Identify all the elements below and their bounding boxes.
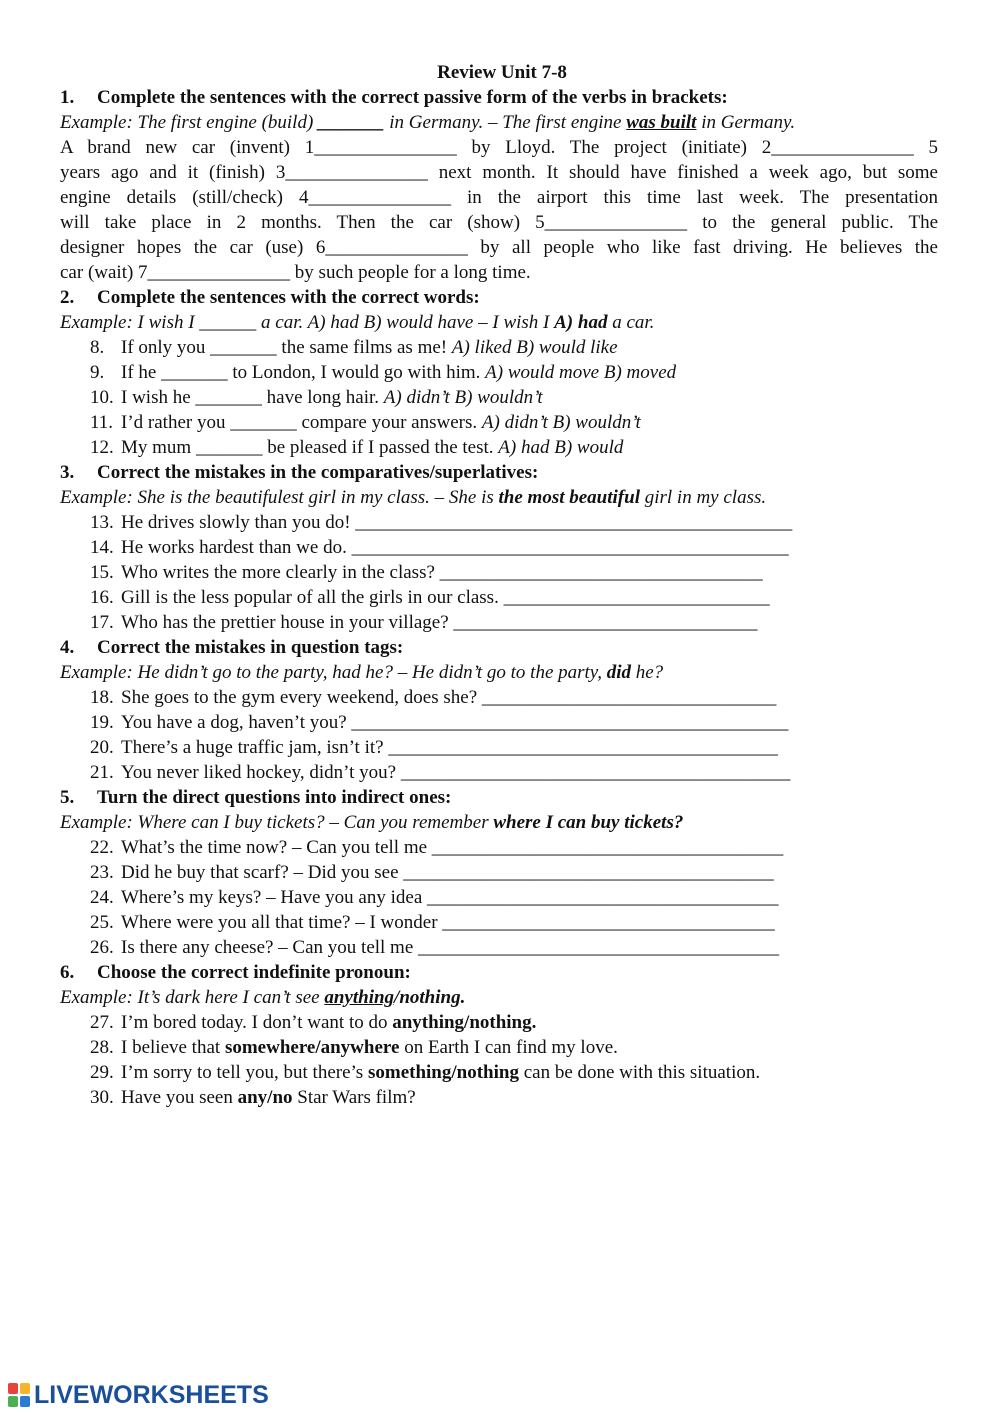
example-text: in Germany.: [696, 112, 796, 133]
example-text: Example: Where can I buy tickets? – Can you remember: [60, 812, 494, 833]
section-title: Correct the mistakes in question tags:: [97, 637, 404, 658]
item-text: If only you _______ the same films as me!: [121, 337, 452, 358]
item-options: A) didn’t B) wouldn’t: [481, 412, 641, 433]
list-item: [60, 560, 938, 585]
section-3-example: [60, 485, 938, 510]
list-item: [60, 535, 938, 560]
item-number: 19.: [90, 712, 114, 733]
list-item: [60, 935, 938, 960]
list-item: [60, 760, 938, 785]
item-number: 15.: [90, 562, 114, 583]
item-number: 27.: [90, 1012, 114, 1033]
item-text: I wish he _______ have long hair.: [121, 387, 384, 408]
list-item: [60, 385, 938, 410]
item-text: can be done with this situation.: [518, 1062, 761, 1083]
list-item: [60, 435, 938, 460]
item-text: There’s a huge traffic jam, isn’t it? _________________________________________: [121, 737, 778, 758]
item-choice: something/nothing: [367, 1062, 519, 1083]
item-text: He works hardest than we do. ______________________________________________: [121, 537, 789, 558]
section-title: Turn the direct questions into indirect ones:: [97, 787, 452, 808]
example-text: Example: The first engine (build): [60, 112, 319, 133]
section-3-heading: [60, 460, 938, 485]
section-5-heading: [60, 785, 938, 810]
item-number: 26.: [90, 937, 114, 958]
list-item: [60, 735, 938, 760]
item-text: She goes to the gym every weekend, does she? _______________________________: [121, 687, 777, 708]
item-options: A) had B) would: [498, 437, 624, 458]
liveworksheets-logo: [8, 1379, 269, 1411]
item-number: 21.: [90, 762, 114, 783]
example-text: Example: He didn’t go to the party, had he? – He didn’t go to the party,: [60, 662, 607, 683]
item-text: My mum _______ be pleased if I passed the test.: [121, 437, 499, 458]
section-number: 5.: [60, 787, 75, 808]
section-title: Complete the sentences with the correct passive form of the verbs in brackets:: [97, 87, 728, 108]
item-number: 17.: [90, 612, 114, 633]
section-5-example: [60, 810, 938, 835]
item-number: 9.: [90, 362, 105, 383]
item-options: A) liked B) would like: [451, 337, 618, 358]
example-answer: was built: [626, 112, 697, 133]
item-text: You never liked hockey, didn’t you? _________________________________________: [121, 762, 791, 783]
example-text: Example: I wish I ______ a car. A) had B) would have – I wish I: [60, 312, 555, 333]
page-title: Review Unit 7-8: [437, 62, 567, 83]
section-1-example: [60, 110, 938, 135]
item-number: 10.: [90, 387, 114, 408]
item-text: I’m sorry to tell you, but there’s: [121, 1062, 368, 1083]
item-text: I believe that: [121, 1037, 225, 1058]
section-number: 2.: [60, 287, 75, 308]
example-text: girl in my class.: [639, 487, 767, 508]
item-text: Have you seen: [121, 1087, 238, 1108]
item-choice: anything/nothing.: [392, 1012, 537, 1033]
example-text: he?: [630, 662, 664, 683]
paragraph-line: designer hopes the car (use) 6_______________ by all people who like fast driving. He believes the: [60, 237, 938, 258]
item-text: Where were you all that time? – I wonder ___________________________________: [121, 912, 775, 933]
item-text: You have a dog, haven’t you? ______________________________________________: [121, 712, 789, 733]
example-answer: anything: [324, 987, 395, 1008]
section-title: Choose the correct indefinite pronoun:: [97, 962, 411, 983]
paragraph-line: car (wait) 7_______________ by such people for a long time.: [60, 262, 531, 283]
section-6-heading: [60, 960, 938, 985]
item-text: I’m bored today. I don’t want to do: [121, 1012, 393, 1033]
list-item: [60, 710, 938, 735]
example-text: Example: It’s dark here I can’t see: [60, 987, 325, 1008]
example-answer: A) had: [554, 312, 608, 333]
example-answer: did: [606, 662, 631, 683]
section-4-example: [60, 660, 938, 685]
item-text: What’s the time now? – Can you tell me _____________________________________: [121, 837, 784, 858]
logo-text: LIVEWORKSHEETS: [34, 1380, 269, 1409]
section-number: 1.: [60, 87, 75, 108]
list-item: [60, 410, 938, 435]
list-item: [60, 1085, 938, 1110]
list-item: [60, 860, 938, 885]
item-text: on Earth I can find my love.: [399, 1037, 618, 1058]
section-number: 4.: [60, 637, 75, 658]
paragraph-line: engine details (still/check) 4_______________ in the airport this time last week. The presentation: [60, 187, 938, 208]
example-answer-rest: /nothing.: [394, 987, 466, 1008]
example-text: in Germany. – The first engine: [384, 112, 627, 133]
item-options: A) would move B) moved: [485, 362, 677, 383]
item-text: Did he buy that scarf? – Did you see _______________________________________: [121, 862, 774, 883]
item-text: If he _______ to London, I would go with him.: [121, 362, 486, 383]
item-number: 22.: [90, 837, 114, 858]
item-number: 8.: [90, 337, 105, 358]
list-item: [60, 685, 938, 710]
item-number: 23.: [90, 862, 114, 883]
item-number: 20.: [90, 737, 114, 758]
paragraph-line: A brand new car (invent) 1_______________ by Lloyd. The project (initiate) 2_______________ 5: [60, 137, 938, 158]
item-number: 13.: [90, 512, 114, 533]
list-item: [60, 910, 938, 935]
list-item: [60, 510, 938, 535]
example-text: a car.: [607, 312, 655, 333]
example-answer: the most beautiful: [498, 487, 640, 508]
section-title: Complete the sentences with the correct words:: [97, 287, 480, 308]
list-item: [60, 1010, 938, 1035]
item-text: I’d rather you _______ compare your answers.: [121, 412, 482, 433]
item-number: 28.: [90, 1037, 114, 1058]
section-2-example: [60, 310, 938, 335]
list-item: [60, 335, 938, 360]
example-text: Example: She is the beautifulest girl in my class. – She is: [60, 487, 499, 508]
section-1-heading: [60, 85, 938, 110]
section-title: Correct the mistakes in the comparatives/superlatives:: [97, 462, 539, 483]
item-number: 30.: [90, 1087, 114, 1108]
item-text: Who has the prettier house in your village? ________________________________: [121, 612, 758, 633]
item-number: 18.: [90, 687, 114, 708]
paragraph-line: years ago and it (finish) 3_______________ next month. It should have finished a week ago, but some: [60, 162, 938, 183]
paragraph-line: will take place in 2 months. Then the car (show) 5_______________ to the general public. The: [60, 212, 938, 233]
list-item: [60, 835, 938, 860]
list-item: [60, 360, 938, 385]
item-text: Is there any cheese? – Can you tell me ______________________________________: [121, 937, 780, 958]
item-text: Who writes the more clearly in the class? __________________________________: [121, 562, 763, 583]
item-text: Where’s my keys? – Have you any idea _____________________________________: [121, 887, 779, 908]
item-text: Gill is the less popular of all the girls in our class. ____________________________: [121, 587, 770, 608]
section-1-paragraph: [60, 135, 938, 285]
item-number: 16.: [90, 587, 114, 608]
item-number: 29.: [90, 1062, 114, 1083]
section-6-example: [60, 985, 938, 1010]
item-number: 24.: [90, 887, 114, 908]
list-item: [60, 585, 938, 610]
section-2-heading: [60, 285, 938, 310]
item-text: Star Wars film?: [292, 1087, 416, 1108]
example-blank: _______: [318, 112, 385, 133]
example-answer: where I can buy tickets?: [493, 812, 684, 833]
worksheet-page: [60, 60, 938, 1110]
item-text: He drives slowly than you do! ______________________________________________: [121, 512, 793, 533]
item-choice: somewhere/anywhere: [224, 1037, 400, 1058]
section-4-heading: [60, 635, 938, 660]
item-number: 14.: [90, 537, 114, 558]
item-number: 11.: [90, 412, 114, 433]
item-options: A) didn’t B) wouldn’t: [383, 387, 543, 408]
section-number: 6.: [60, 962, 75, 983]
item-number: 25.: [90, 912, 114, 933]
item-choice: any/no: [237, 1087, 293, 1108]
list-item: [60, 1060, 938, 1085]
list-item: [60, 885, 938, 910]
logo-icon: [8, 1382, 32, 1408]
list-item: [60, 610, 938, 635]
section-number: 3.: [60, 462, 75, 483]
list-item: [60, 1035, 938, 1060]
item-number: 12.: [90, 437, 114, 458]
